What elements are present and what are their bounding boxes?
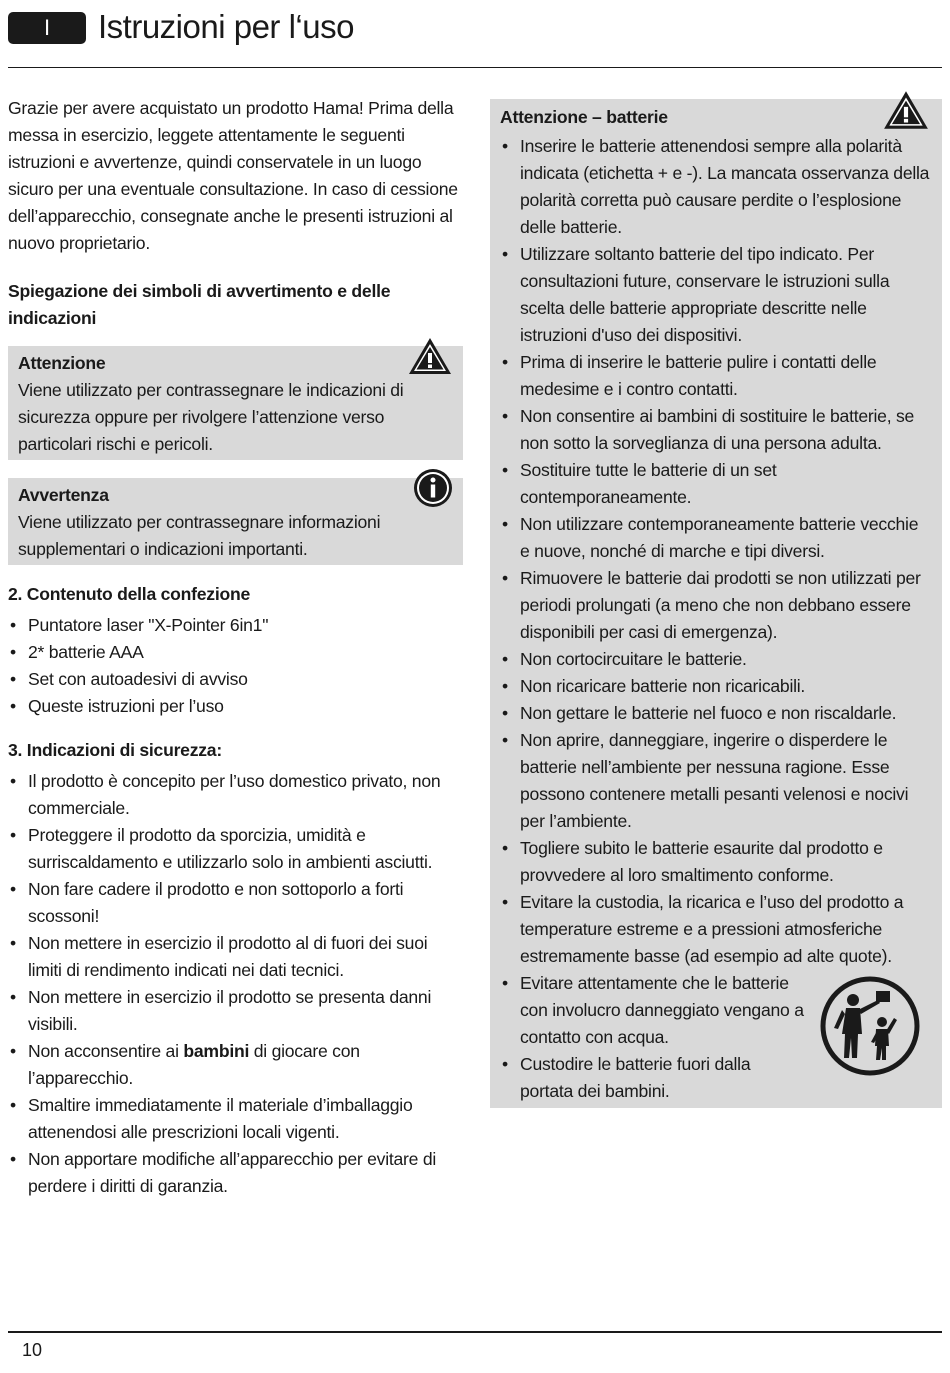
list-item: • Prima di inserire le batterie pulire i contatti delle medesime e i contro contatti.	[500, 349, 932, 403]
list-item: • Evitare la custodia, la ricarica e l’uso del prodotto a temperature estreme e a pressioni atmosferiche estremamente basse (ad esempio ad alte quote).	[500, 889, 932, 970]
safety-heading: 3. Indicazioni di sicurezza:	[8, 740, 222, 760]
list-item: • Non mettere in esercizio il prodotto al di fuori dei suoi limiti di rendimento indicati nei dati tecnici.	[8, 930, 463, 984]
intro-paragraph: Grazie per avere acquistato un prodotto Hama! Prima della messa in esercizio, leggete attentamente le seguenti istruzioni e avvertenze, quindi conservatele in un luogo sicuro per una eventuale consultazione. In caso di cessione dell’apparecchio, consegnate anche le presenti istruzioni al nuovo proprietario.	[8, 98, 458, 253]
list-item-line: contatto con acqua.	[520, 1027, 669, 1047]
notice-title: Avvertenza	[18, 485, 109, 505]
list-item: • Inserire le batterie attenendosi sempre alla polarità indicata (etichetta + e -). La mancata osservanza della polarità corretta può causare perdite o l’esplosione delle batterie.	[500, 133, 932, 241]
right-column	[490, 99, 942, 1108]
keep-away-from-children-icon	[820, 976, 920, 1076]
list-item: • Non fare cadere il prodotto e non sottoporlo a forti scossoni!	[8, 876, 463, 930]
list-item: • Non apportare modifiche all’apparecchio per evitare di perdere i diritti di garanzia.	[8, 1146, 463, 1200]
attention-box	[8, 346, 463, 460]
list-item: • Rimuovere le batterie dai prodotti se non utilizzati per periodi prolungati (a meno che non debbano essere disponibili per casi di emergenza).	[500, 565, 932, 646]
list-item: • Queste istruzioni per l’uso	[8, 693, 463, 720]
package-contents-list	[8, 612, 463, 720]
list-item: • Non aprire, danneggiare, ingerire o disperdere le batterie nell’ambiente per nessuna ragione. Esse possono contenere metalli pesanti velenosi e nocivi per l’ambiente.	[500, 727, 932, 835]
package-contents-heading: 2. Contenuto della confezione	[8, 584, 251, 604]
info-icon	[413, 468, 453, 508]
children-bold-word: bambini	[183, 1041, 250, 1061]
list-item: • Puntatore laser "X-Pointer 6in1"	[8, 612, 463, 639]
warning-triangle-icon	[882, 89, 930, 131]
list-item: • Non consentire ai bambini di sostituire le batterie, se non sotto la sorveglianza di una persona adulta.	[500, 403, 932, 457]
battery-narrow-section	[500, 970, 932, 1105]
children-text-before: Non acconsentire ai	[28, 1041, 184, 1061]
language-badge: I	[8, 12, 86, 44]
list-item: • Sostituire tutte le batterie di un set contemporaneamente.	[500, 457, 932, 511]
list-item: • Non mettere in esercizio il prodotto se presenta danni visibili.	[8, 984, 463, 1038]
list-item: • Non ricaricare batterie non ricaricabili.	[500, 673, 932, 700]
safety-list	[8, 768, 463, 1200]
list-item: • Smaltire immediatamente il materiale d’imballaggio attenendosi alle prescrizioni locali vigenti.	[8, 1092, 463, 1146]
warning-triangle-icon	[407, 336, 453, 376]
left-column	[8, 95, 463, 1200]
list-item: • Il prodotto è concepito per l’uso domestico privato, non commerciale.	[8, 768, 463, 822]
battery-warning-box	[490, 99, 942, 1108]
page-title: Istruzioni per l‘uso	[98, 8, 354, 45]
footer-divider	[8, 1331, 942, 1333]
battery-list	[500, 133, 932, 970]
list-item-children	[8, 1038, 463, 1092]
list-item-line: portata dei bambini.	[520, 1081, 670, 1101]
children-text-after: di giocare con l’apparecchio.	[28, 1041, 360, 1088]
list-item-line: • Custodire le batterie fuori dalla	[520, 1054, 751, 1074]
list-item: • Proteggere il prodotto da sporcizia, umidità e surriscaldamento e utilizzarlo solo in ambienti asciutti.	[8, 822, 463, 876]
list-item: • Non cortocircuitare le batterie.	[500, 646, 932, 673]
attention-title: Attenzione	[18, 353, 106, 373]
page-number: 10	[22, 1340, 43, 1360]
list-item: • Set con autoadesivi di avviso	[8, 666, 463, 693]
attention-text: Viene utilizzato per contrassegnare le indicazioni di sicurezza oppure per rivolgere l’attenzione verso particolari rischi e pericoli.	[18, 380, 404, 454]
notice-box	[8, 478, 463, 565]
battery-warning-title: Attenzione – batterie	[500, 107, 668, 127]
list-item: • Togliere subito le batterie esaurite dal prodotto e provvedere al loro smaltimento conforme.	[500, 835, 932, 889]
header-divider	[8, 67, 942, 68]
list-item-line: con involucro danneggiato vengano a	[520, 1000, 804, 1020]
symbols-heading: Spiegazione dei simboli di avvertimento e delle indicazioni	[8, 281, 391, 328]
list-item: • Non gettare le batterie nel fuoco e non riscaldarle.	[500, 700, 932, 727]
list-item-line: • Evitare attentamente che le batterie	[520, 973, 789, 993]
list-item: • Non utilizzare contemporaneamente batterie vecchie e nuove, nonché di marche e tipi diversi.	[500, 511, 932, 565]
list-item: • 2* batterie AAA	[8, 639, 463, 666]
notice-text: Viene utilizzato per contrassegnare informazioni supplementari o indicazioni importanti.	[18, 512, 381, 559]
list-item: • Utilizzare soltanto batterie del tipo indicato. Per consultazioni future, conservare le istruzioni sulla scelta delle batterie appropriate descritte nelle istruzioni d'uso dei dispositivi.	[500, 241, 932, 349]
